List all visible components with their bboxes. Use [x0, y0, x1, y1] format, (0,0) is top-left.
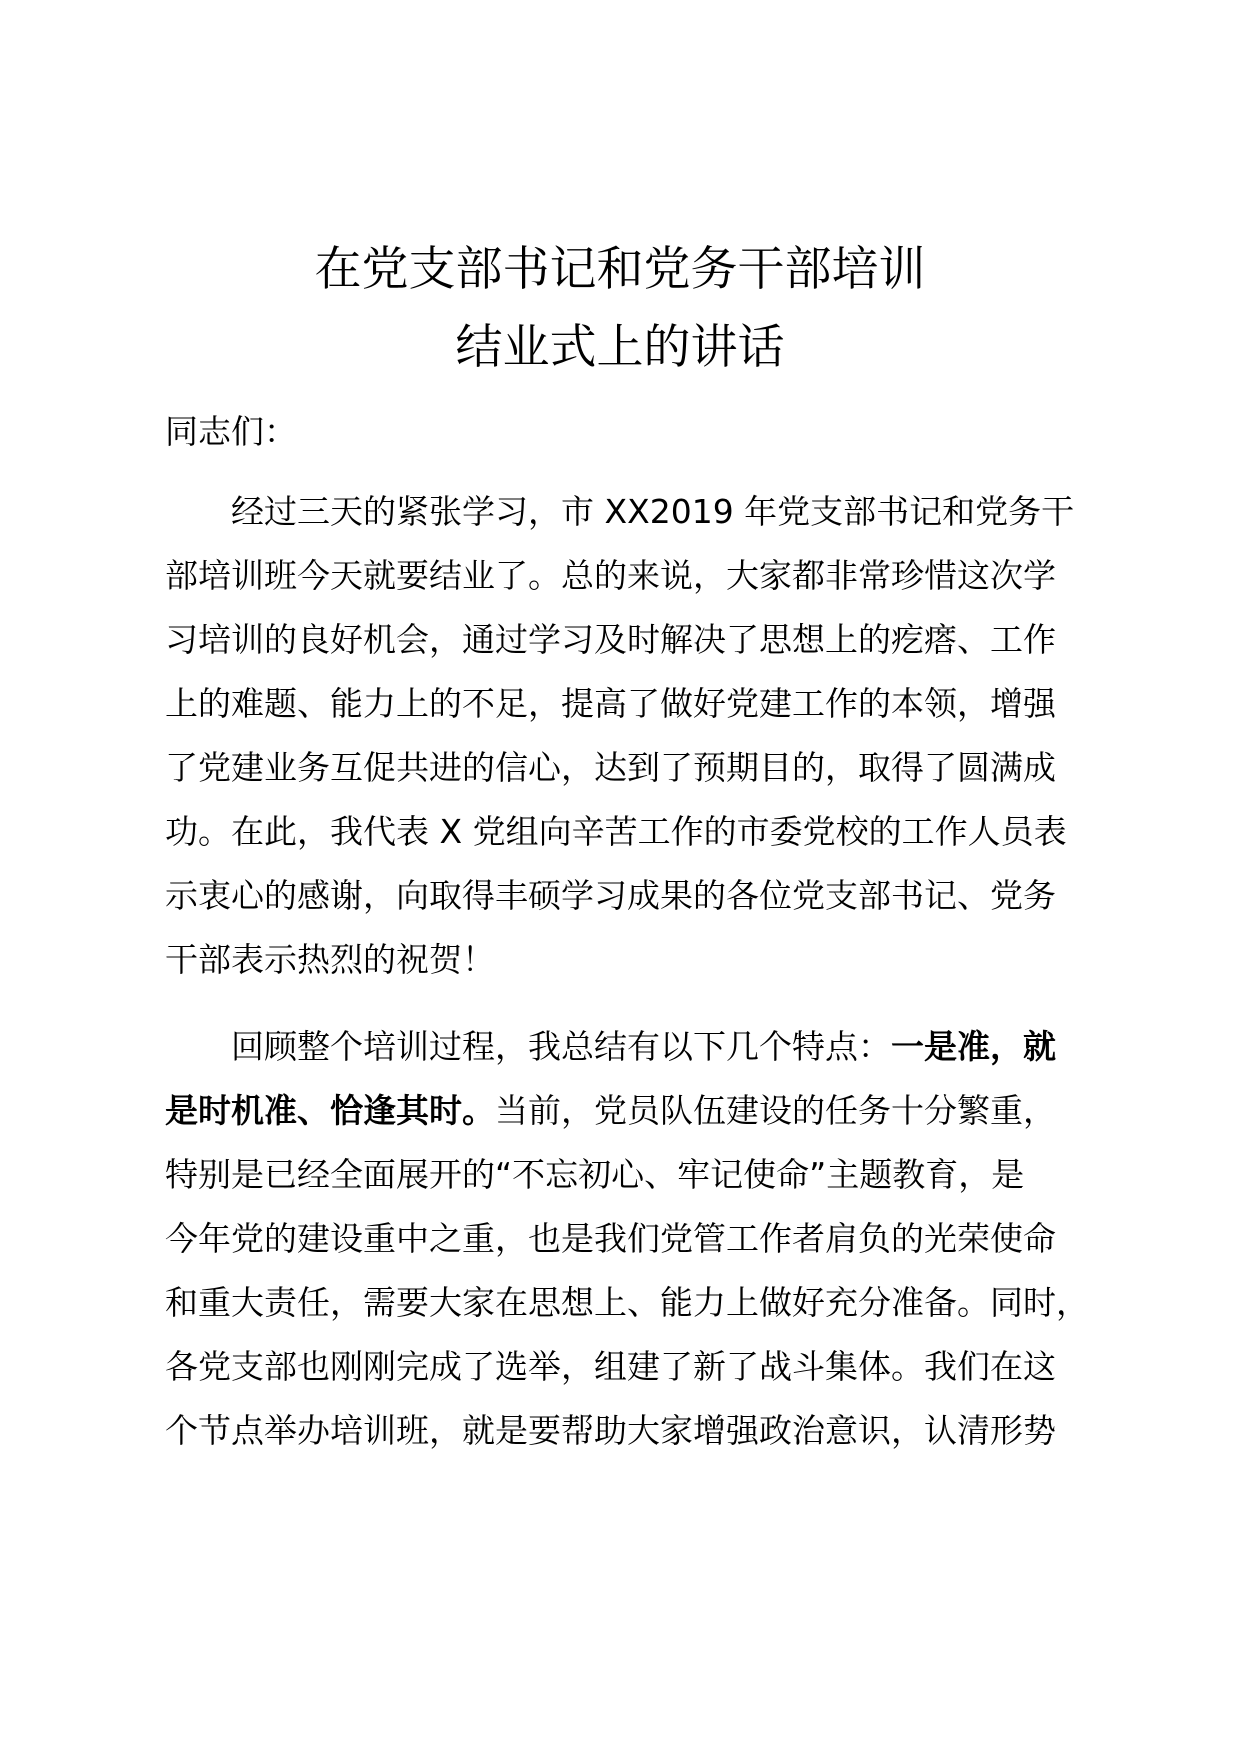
paragraph-1-line: 功。在此，我代表 X 党组向辛苦工作的市委党校的工作人员表	[165, 812, 1067, 851]
paragraph-1-line: 部培训班今天就要结业了。总的来说，大家都非常珍惜这次学	[165, 556, 1056, 595]
paragraph-2-line	[165, 1015, 1095, 1079]
paragraph-1-line: 了党建业务互促共进的信心，达到了预期目的，取得了圆满成	[165, 748, 1056, 787]
paragraph-2	[165, 1015, 1095, 1463]
document-title-line-1: 在党支部书记和党务干部培训	[314, 242, 926, 297]
paragraph-2-line: 各党支部也刚刚完成了选举，组建了新了战斗集体。我们在这	[165, 1347, 1056, 1386]
paragraph-2-text: 回顾整个培训过程，我总结有以下几个特点：	[231, 1027, 891, 1066]
paragraph-1-line: 干部表示热烈的祝贺！	[165, 940, 495, 979]
paragraph-1-line: 上的难题、能力上的不足，提高了做好党建工作的本领，增强	[165, 684, 1056, 723]
document-title-line-2: 结业式上的讲话	[455, 320, 785, 375]
paragraph-2-line: 个节点举办培训班，就是要帮助大家增强政治意识，认清形势	[165, 1411, 1056, 1450]
paragraph-2-emphasis: 是时机准、恰逢其时。	[165, 1091, 495, 1130]
paragraph-2-line: 和重大责任，需要大家在思想上、能力上做好充分准备。同时，	[165, 1283, 1089, 1322]
paragraph-1-line: 示衷心的感谢，向取得丰硕学习成果的各位党支部书记、党务	[165, 876, 1056, 915]
paragraph-1-line: 习培训的良好机会，通过学习及时解决了思想上的疙瘩、工作	[165, 620, 1056, 659]
paragraph-2-text: 当前，党员队伍建设的任务十分繁重，	[495, 1091, 1056, 1130]
paragraph-1-line: 经过三天的紧张学习，市 XX2019 年党支部书记和党务干	[231, 492, 1075, 531]
paragraph-2-emphasis: 一是准，就	[891, 1027, 1056, 1066]
paragraph-2-line	[165, 1079, 1095, 1143]
salutation: 同志们：	[165, 412, 297, 451]
paragraph-1	[165, 480, 1095, 992]
paragraph-2-line: 特别是已经全面展开的“不忘初心、牢记使命”主题教育，是	[165, 1155, 1025, 1194]
paragraph-2-line: 今年党的建设重中之重，也是我们党管工作者肩负的光荣使命	[165, 1219, 1056, 1258]
